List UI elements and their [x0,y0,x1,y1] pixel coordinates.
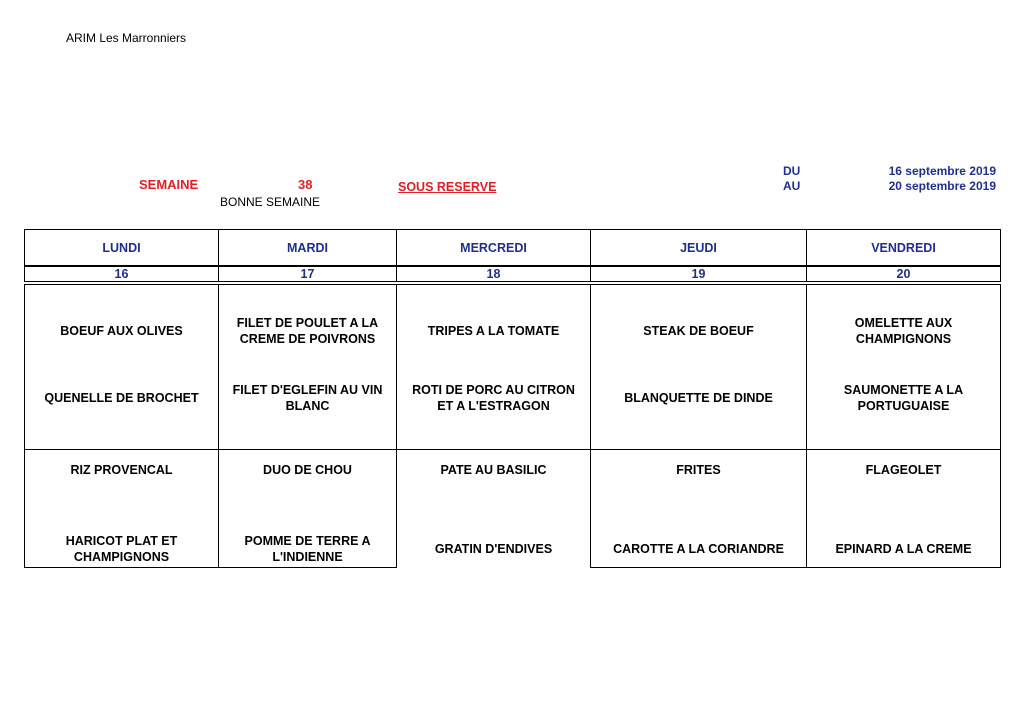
day-name: JEUDI [590,229,807,266]
main-dish-2 [27,369,216,427]
side-dish-1: DUO DE CHOU [263,463,352,477]
from-label: DU [783,164,801,178]
side-dish-2: HARICOT PLAT ET CHAMPIGNONS [65,534,178,564]
main-dish-2-text: QUENELLE DE BROCHET [44,391,199,405]
side-dish-2: EPINARD A LA CREME [835,542,972,556]
day-number: 17 [218,266,397,282]
main-dish-2 [399,369,588,427]
main-dish-1: FILET DE POULET A LA CREME DE POIVRONS [236,316,379,346]
main-dish-2 [809,369,998,427]
organization-name: ARIM Les Marronniers [66,31,187,45]
day-name: MERCREDI [396,229,591,266]
greeting: BONNE SEMAINE [220,195,321,209]
side-dish-1: PATE AU BASILIC [440,463,547,477]
main-dish-2 [593,369,804,427]
to-date: 20 septembre 2019 [888,179,996,193]
day-number: 20 [806,266,1001,282]
side-dish-2: POMME DE TERRE A L'INDIENNE [244,534,371,564]
day-name: VENDREDI [806,229,1001,266]
week-number: 38 [298,177,313,192]
to-label: AU [783,179,801,193]
from-date: 16 septembre 2019 [888,164,996,178]
main-dish-1: BOEUF AUX OLIVES [60,324,183,338]
reserve-notice: SOUS RESERVE [398,180,497,194]
side-dish-2: GRATIN D'ENDIVES [434,542,553,556]
day-number: 16 [24,266,219,282]
main-dish-1: TRIPES A LA TOMATE [427,324,560,338]
side-dish-1: FLAGEOLET [865,463,942,477]
main-dish-2-text: BLANQUETTE DE DINDE [624,391,773,405]
week-label: SEMAINE [139,177,199,192]
main-dish-1: STEAK DE BOEUF [643,324,754,338]
main-dish-1: OMELETTE AUX CHAMPIGNONS [854,316,953,346]
main-dish-2 [221,369,394,427]
main-dish-2-text: FILET D'EGLEFIN AU VIN BLANC [232,383,383,413]
main-dish-2-text: SAUMONETTE A LA PORTUGUAISE [843,383,964,413]
day-name: LUNDI [24,229,219,266]
day-name: MARDI [218,229,397,266]
main-dish-2-text: ROTI DE PORC AU CITRON ET A L'ESTRAGON [412,383,575,413]
side-dish-1: FRITES [676,463,721,477]
side-dish-1: RIZ PROVENCAL [70,463,173,477]
day-number: 18 [396,266,591,282]
day-number: 19 [590,266,807,282]
side-dish-2: CAROTTE A LA CORIANDRE [613,542,784,556]
